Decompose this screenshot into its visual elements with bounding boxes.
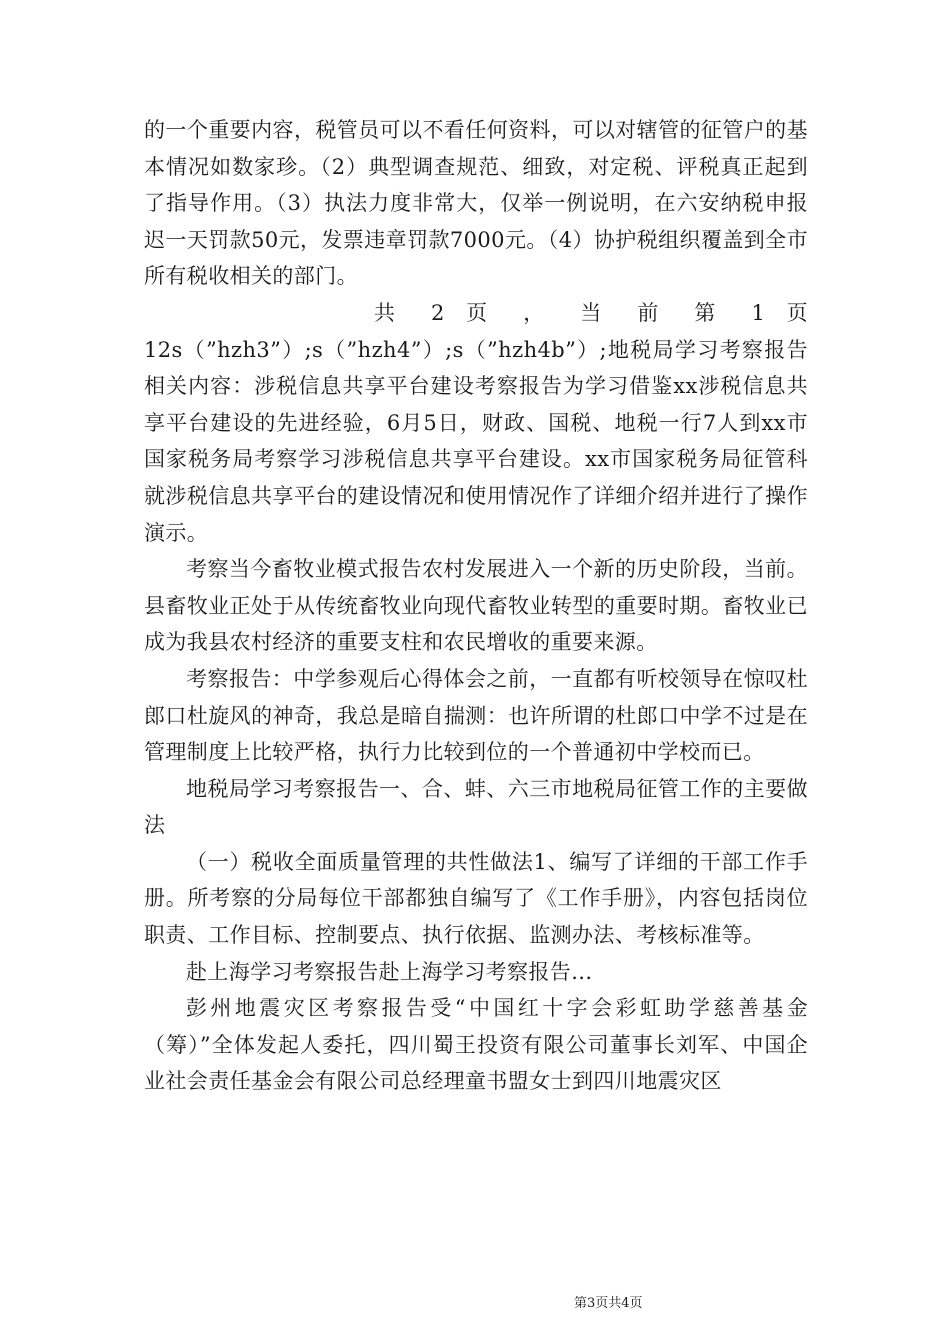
page-footer: 第3页共4页: [574, 1296, 643, 1311]
paragraph-school-visit-report: 考察报告：中学参观后心得体会之前，一直都有听校领导在惊叹杜郎口杜旋风的神奇，我总是暗自揣测：也许所谓的杜郎口中学不过是在管理制度上比较严格，执行力比较到位的一个普通初中学校而已。: [144, 666, 808, 765]
paragraph-earthquake-report: 彭州地震灾区考察报告受“中国红十字会彩虹助学慈善基金（筹）”全体发起人委托，四川蜀王投资有限公司董事长刘军、中国企业社会责任基金会有限公司总经理童书盟女士到四川地震灾区: [144, 996, 808, 1094]
page-counter-line: 共 2 页 ， 当 前 第 1 页: [374, 300, 808, 325]
paragraph-tax-management-notes: 的一个重要内容，税管员可以不看任何资料，可以对辖管的征管户的基本情况如数家珍。（2）典型调查规范、细致，对定税、评税真正起到了指导作用。（3）执法力度非常大，仅举一例说明，在六安纳税申报迟一天罚款50元，发票违章罚款7000元。（4）协护税组织覆盖到全市所有税收相关的部门。: [144, 118, 808, 289]
document-body: [144, 112, 808, 1100]
paragraph-shanghai-visit: 赴上海学习考察报告赴上海学习考察报告...: [186, 959, 593, 984]
paragraph-tax-bureau-heading: 地税局学习考察报告一、合、蚌、六三市地税局征管工作的主要做法: [144, 776, 808, 838]
paragraph-info-sharing-platform: 12s（”hzh3”）;s（”hzh4”）;s（”hzh4b”）;地税局学习考察报告相关内容：涉税信息共享平台建设考察报告为学习借鉴xx涉税信息共享平台建设的先进经验，6月5日，财政、国税、地税一行7人到xx市国家税务局考察学习涉税信息共享平台建设。xx市国家税务局征管科就涉税信息共享平台的建设情况和使用情况作了详细介绍并进行了操作演示。: [144, 337, 808, 545]
paragraph-quality-management: （一）税收全面质量管理的共性做法1、编写了详细的干部工作手册。所考察的分局每位干部都独自编写了《工作手册》，内容包括岗位职责、工作目标、控制要点、执行依据、监测办法、考核标准等。: [144, 849, 808, 948]
paragraph-livestock-report: 考察当今畜牧业模式报告农村发展进入一个新的历史阶段，当前。县畜牧业正处于从传统畜牧业向现代畜牧业转型的重要时期。畜牧业已成为我县农村经济的重要支柱和农民增收的重要来源。: [144, 557, 808, 655]
